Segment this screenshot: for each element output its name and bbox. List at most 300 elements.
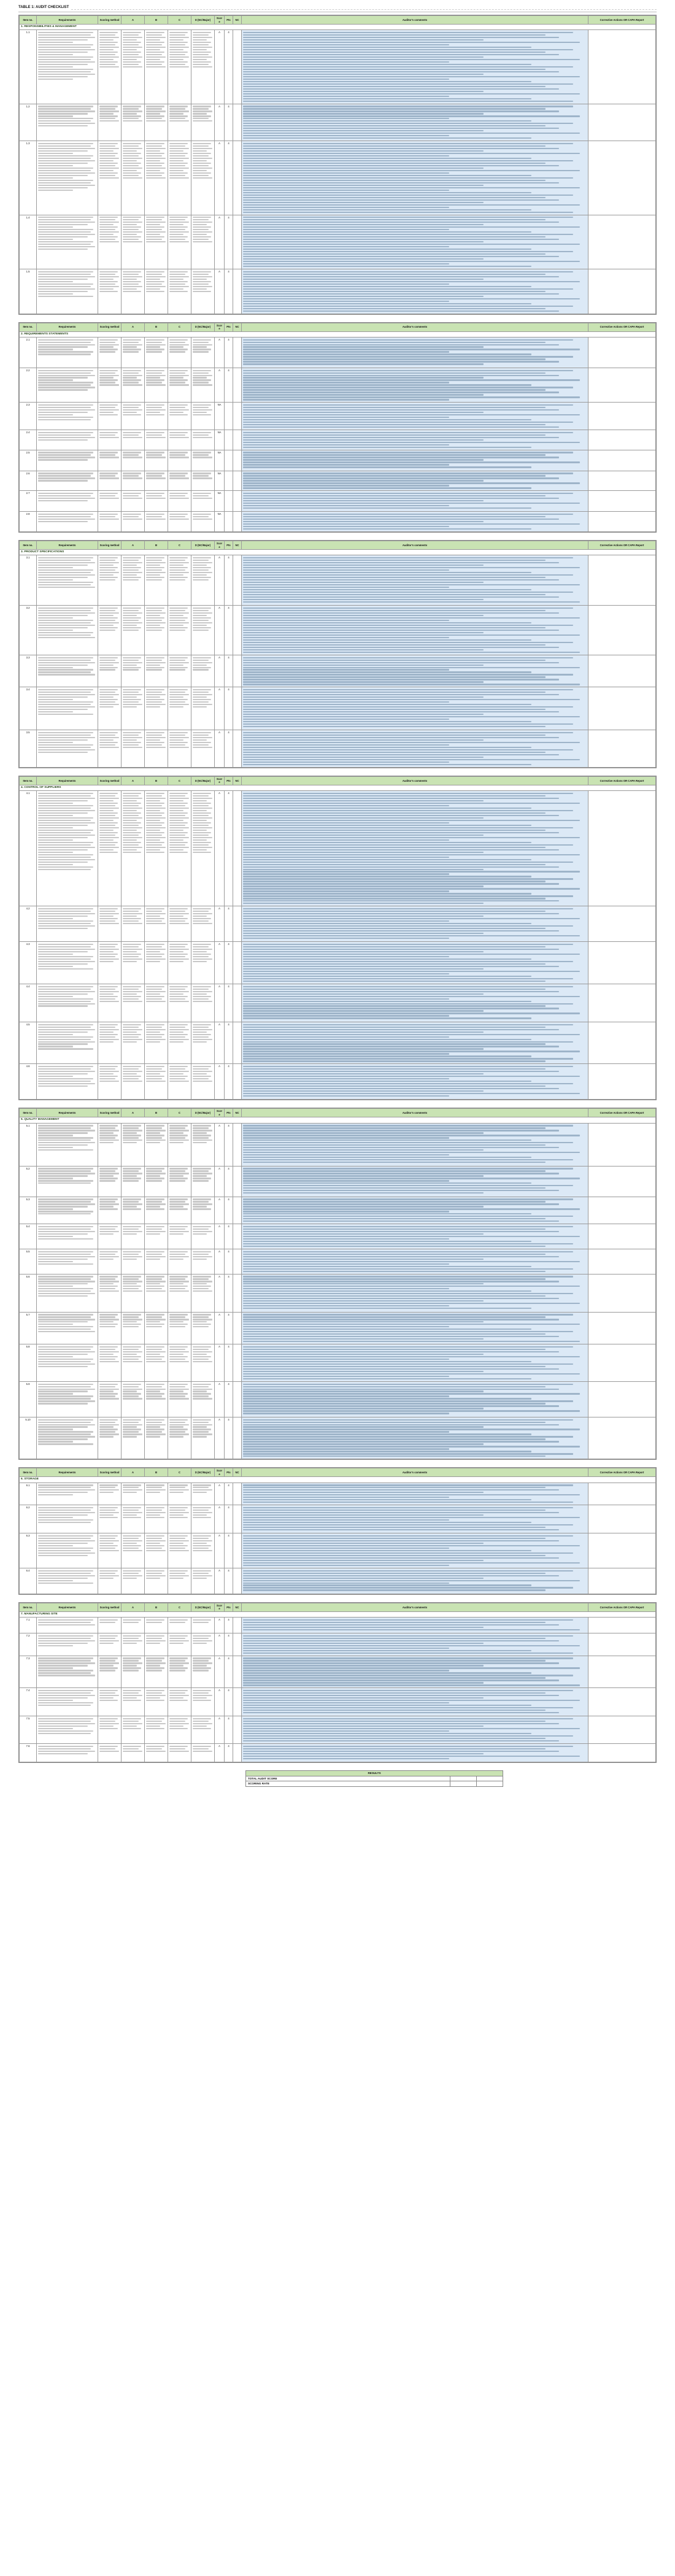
column-header-req: Requirements — [37, 776, 98, 785]
criteria-cell-c — [168, 1505, 191, 1533]
criteria-cell-a — [122, 1123, 145, 1166]
checklist-section-5 — [18, 1108, 657, 1460]
text-placeholder-lines — [99, 1718, 120, 1729]
row-act-empty — [588, 30, 656, 104]
text-placeholder-lines — [38, 1168, 96, 1184]
criteria-cell-a — [122, 1716, 145, 1744]
text-placeholder-lines — [193, 689, 213, 708]
criteria-cell-c — [168, 555, 191, 606]
text-placeholder-lines — [243, 1314, 587, 1342]
row-ref: 2.6 — [20, 471, 37, 491]
column-header-how: Scoring method — [98, 1109, 122, 1117]
requirement-cell — [37, 1716, 98, 1744]
criteria-cell-b — [145, 1533, 168, 1568]
criteria-cell-a — [122, 942, 145, 984]
text-placeholder-lines — [169, 1024, 190, 1043]
requirement-cell — [37, 1618, 98, 1633]
text-placeholder-lines — [123, 1066, 143, 1082]
criteria-cell-c — [168, 1064, 191, 1100]
row-ref: 7.1 — [20, 1618, 37, 1633]
criteria-cell-a — [122, 269, 145, 314]
section-title: 6. STORAGE — [20, 1477, 656, 1483]
criteria-cell-how — [98, 1417, 122, 1459]
row-act-empty — [588, 655, 656, 687]
text-placeholder-lines — [243, 1125, 587, 1163]
criteria-cell-how — [98, 1688, 122, 1716]
row-ref: 5.4 — [20, 1224, 37, 1249]
criteria-cell-d — [191, 1483, 215, 1505]
auditor-comment-cell — [242, 1716, 588, 1744]
criteria-cell-d — [191, 1249, 215, 1274]
criteria-cell-b — [145, 1064, 168, 1100]
text-placeholder-lines — [169, 1570, 190, 1579]
row-act-empty — [588, 1417, 656, 1459]
criteria-cell-b — [145, 1123, 168, 1166]
auditor-comment-cell — [242, 1022, 588, 1064]
criteria-cell-b — [145, 450, 168, 471]
text-placeholder-lines — [169, 657, 190, 671]
checklist-row — [20, 984, 656, 1022]
criteria-cell-c — [168, 1249, 191, 1274]
row-nc-empty — [233, 269, 242, 314]
criteria-cell-how — [98, 791, 122, 906]
text-placeholder-lines — [123, 944, 143, 962]
text-placeholder-lines — [146, 732, 166, 748]
row-score: A — [215, 1381, 225, 1417]
text-placeholder-lines — [193, 1314, 213, 1327]
text-placeholder-lines — [123, 732, 143, 748]
row-score: A — [215, 1743, 225, 1762]
requirement-cell — [37, 1656, 98, 1688]
text-placeholder-lines — [38, 908, 96, 929]
checklist-section-1 — [18, 15, 657, 315]
text-placeholder-lines — [243, 32, 587, 102]
row-nc-empty — [233, 1123, 242, 1166]
row-act-empty — [588, 1312, 656, 1344]
criteria-cell-d — [191, 942, 215, 984]
column-header-c: C — [168, 541, 191, 550]
row-act-empty — [588, 491, 656, 512]
row-score: NA — [215, 450, 225, 471]
auditor-comment-cell — [242, 1224, 588, 1249]
requirement-cell — [37, 1417, 98, 1459]
text-placeholder-lines — [169, 1746, 190, 1752]
criteria-cell-how — [98, 606, 122, 655]
text-placeholder-lines — [193, 472, 213, 479]
row-act-empty — [588, 1568, 656, 1594]
text-placeholder-lines — [38, 1251, 96, 1265]
text-placeholder-lines — [193, 143, 213, 179]
text-placeholder-lines — [243, 1251, 587, 1272]
row-nc-empty — [233, 215, 242, 269]
auditor-comment-cell — [242, 687, 588, 730]
checklist-row — [20, 1344, 656, 1382]
requirement-cell — [37, 491, 98, 512]
criteria-cell-d — [191, 30, 215, 104]
checklist-row — [20, 368, 656, 403]
text-placeholder-lines — [123, 472, 143, 479]
row-pts — [225, 430, 233, 450]
checklist-row — [20, 1505, 656, 1533]
criteria-cell-c — [168, 1533, 191, 1568]
text-placeholder-lines — [123, 1226, 143, 1235]
text-placeholder-lines — [38, 1690, 96, 1706]
checklist-row — [20, 1633, 656, 1656]
text-placeholder-lines — [243, 1690, 587, 1713]
row-ref: 4.5 — [20, 1022, 37, 1064]
criteria-cell-b — [145, 491, 168, 512]
criteria-cell-b — [145, 1381, 168, 1417]
text-placeholder-lines — [169, 432, 190, 438]
text-placeholder-lines — [193, 657, 213, 671]
criteria-cell-b — [145, 215, 168, 269]
column-header-req: Requirements — [37, 541, 98, 550]
checklist-row — [20, 1533, 656, 1568]
criteria-cell-d — [191, 1022, 215, 1064]
text-placeholder-lines — [146, 32, 166, 67]
text-placeholder-lines — [193, 514, 213, 520]
criteria-cell-c — [168, 491, 191, 512]
row-pts: 4 — [225, 1064, 233, 1100]
column-header-score: Score — [215, 323, 225, 331]
text-placeholder-lines — [146, 1346, 166, 1362]
criteria-cell-c — [168, 1197, 191, 1224]
text-placeholder-lines — [99, 1384, 120, 1400]
criteria-cell-c — [168, 1123, 191, 1166]
criteria-cell-a — [122, 141, 145, 215]
text-placeholder-lines — [169, 607, 190, 631]
checklist-sections — [18, 15, 657, 1763]
text-placeholder-lines — [169, 472, 190, 479]
text-placeholder-lines — [123, 1419, 143, 1438]
row-nc-empty — [233, 1483, 242, 1505]
checklist-row — [20, 1417, 656, 1459]
criteria-cell-a — [122, 791, 145, 906]
criteria-cell-c — [168, 1688, 191, 1716]
criteria-cell-how — [98, 30, 122, 104]
text-placeholder-lines — [169, 1276, 190, 1292]
criteria-cell-b — [145, 942, 168, 984]
row-pts: 4 — [225, 1568, 233, 1594]
criteria-cell-b — [145, 403, 168, 430]
row-act-empty — [588, 1533, 656, 1568]
row-act-empty — [588, 984, 656, 1022]
column-header-b: B — [145, 1109, 168, 1117]
text-placeholder-lines — [243, 793, 587, 904]
text-placeholder-lines — [193, 1066, 213, 1082]
text-placeholder-lines — [193, 986, 213, 1002]
auditor-comment-cell — [242, 1249, 588, 1274]
text-placeholder-lines — [169, 689, 190, 708]
row-act-empty — [588, 512, 656, 532]
text-placeholder-lines — [146, 908, 166, 924]
row-pts: 4 — [225, 215, 233, 269]
text-placeholder-lines — [243, 271, 587, 312]
criteria-cell-c — [168, 984, 191, 1022]
text-placeholder-lines — [38, 944, 96, 970]
criteria-cell-d — [191, 491, 215, 512]
text-placeholder-lines — [146, 657, 166, 671]
row-score: A — [215, 791, 225, 906]
checklist-row — [20, 512, 656, 532]
text-placeholder-lines — [193, 1635, 213, 1644]
text-placeholder-lines — [38, 689, 96, 715]
auditor-comment-cell — [242, 1633, 588, 1656]
criteria-cell-a — [122, 430, 145, 450]
checklist-row — [20, 337, 656, 368]
text-placeholder-lines — [169, 514, 190, 520]
row-act-empty — [588, 1022, 656, 1064]
text-placeholder-lines — [123, 986, 143, 1002]
total-score-value — [450, 1776, 477, 1781]
criteria-cell-d — [191, 730, 215, 768]
column-header-b: B — [145, 16, 168, 25]
row-pts: 4 — [225, 368, 233, 403]
text-placeholder-lines — [193, 1276, 213, 1292]
criteria-cell-b — [145, 1274, 168, 1312]
requirement-cell — [37, 1483, 98, 1505]
column-header-score: Score — [215, 776, 225, 785]
text-placeholder-lines — [38, 217, 96, 250]
row-nc-empty — [233, 1022, 242, 1064]
section-title: 3. PRODUCT SPECIFICATIONS — [20, 550, 656, 555]
text-placeholder-lines — [243, 1419, 587, 1457]
text-placeholder-lines — [193, 1619, 213, 1623]
criteria-cell-b — [145, 1716, 168, 1744]
column-header-a: A — [122, 16, 145, 25]
text-placeholder-lines — [99, 106, 120, 121]
text-placeholder-lines — [38, 143, 96, 191]
text-placeholder-lines — [193, 1690, 213, 1701]
text-placeholder-lines — [123, 1384, 143, 1400]
text-placeholder-lines — [169, 452, 190, 458]
column-header-act: Corrective Actions OR CAPA Report — [588, 1468, 656, 1477]
column-header-req: Requirements — [37, 1468, 98, 1477]
checklist-row — [20, 430, 656, 450]
requirement-cell — [37, 368, 98, 403]
requirement-cell — [37, 450, 98, 471]
column-header-ref: Item no. — [20, 16, 37, 25]
text-placeholder-lines — [169, 1346, 190, 1362]
text-placeholder-lines — [243, 106, 587, 139]
column-header-cmt: Auditor's comments — [242, 1603, 588, 1611]
row-nc-empty — [233, 1381, 242, 1417]
section-title: 2. REQUIREMENTS STATEMENTS — [20, 331, 656, 337]
row-nc-empty — [233, 1716, 242, 1744]
criteria-cell-a — [122, 1064, 145, 1100]
row-pts: 4 — [225, 1381, 233, 1417]
text-placeholder-lines — [169, 1384, 190, 1400]
column-header-score: Score — [215, 1468, 225, 1477]
text-placeholder-lines — [38, 1419, 96, 1445]
row-nc-empty — [233, 1688, 242, 1716]
row-act-empty — [588, 1656, 656, 1688]
criteria-cell-c — [168, 1022, 191, 1064]
row-pts: 4 — [225, 1533, 233, 1568]
checklist-row — [20, 403, 656, 430]
column-header-b: B — [145, 541, 168, 550]
text-placeholder-lines — [169, 32, 190, 67]
criteria-cell-a — [122, 555, 145, 606]
criteria-cell-c — [168, 942, 191, 984]
criteria-cell-a — [122, 1688, 145, 1716]
row-act-empty — [588, 1224, 656, 1249]
text-placeholder-lines — [169, 1314, 190, 1327]
row-pts: 4 — [225, 1224, 233, 1249]
column-header-score: Score — [215, 541, 225, 550]
text-placeholder-lines — [169, 1484, 190, 1493]
row-nc-empty — [233, 30, 242, 104]
text-placeholder-lines — [193, 1251, 213, 1260]
column-header-ref: Item no. — [20, 1109, 37, 1117]
column-header-cmt: Auditor's comments — [242, 323, 588, 331]
text-placeholder-lines — [38, 339, 96, 355]
column-header-pts: Pts — [225, 776, 233, 785]
text-placeholder-lines — [243, 689, 587, 727]
checklist-row — [20, 1312, 656, 1344]
row-act-empty — [588, 450, 656, 471]
row-act-empty — [588, 1197, 656, 1224]
row-act-empty — [588, 1274, 656, 1312]
criteria-cell-d — [191, 215, 215, 269]
row-score: A — [215, 906, 225, 942]
text-placeholder-lines — [169, 1168, 190, 1181]
text-placeholder-lines — [243, 514, 587, 530]
checklist-row — [20, 1224, 656, 1249]
column-header-ref: Item no. — [20, 776, 37, 785]
text-placeholder-lines — [193, 732, 213, 748]
text-placeholder-lines — [99, 657, 120, 671]
criteria-cell-a — [122, 1483, 145, 1505]
criteria-cell-a — [122, 1656, 145, 1688]
row-score: A — [215, 1716, 225, 1744]
criteria-cell-d — [191, 687, 215, 730]
text-placeholder-lines — [193, 1535, 213, 1551]
criteria-cell-how — [98, 1312, 122, 1344]
row-score: A — [215, 269, 225, 314]
text-placeholder-lines — [146, 1024, 166, 1043]
text-placeholder-lines — [193, 1570, 213, 1579]
criteria-cell-c — [168, 791, 191, 906]
row-pts: 4 — [225, 730, 233, 768]
criteria-cell-a — [122, 1022, 145, 1064]
row-score: A — [215, 1533, 225, 1568]
criteria-cell-how — [98, 1022, 122, 1064]
auditor-comment-cell — [242, 1533, 588, 1568]
scoring-rate-label: SCORING RATE — [246, 1781, 450, 1787]
text-placeholder-lines — [146, 370, 166, 386]
row-ref: 4.6 — [20, 1064, 37, 1100]
text-placeholder-lines — [38, 607, 96, 638]
auditor-comment-cell — [242, 984, 588, 1022]
row-act-empty — [588, 269, 656, 314]
row-ref: 5.10 — [20, 1417, 37, 1459]
row-ref: 5.6 — [20, 1274, 37, 1312]
column-header-req: Requirements — [37, 1109, 98, 1117]
row-pts: 4 — [225, 555, 233, 606]
text-placeholder-lines — [38, 1125, 96, 1151]
row-nc-empty — [233, 1533, 242, 1568]
requirement-cell — [37, 906, 98, 942]
auditor-comment-cell — [242, 1197, 588, 1224]
criteria-cell-b — [145, 1618, 168, 1633]
criteria-cell-a — [122, 512, 145, 532]
column-header-ref: Item no. — [20, 541, 37, 550]
checklist-row — [20, 141, 656, 215]
column-header-c: C — [168, 1603, 191, 1611]
text-placeholder-lines — [38, 452, 96, 460]
text-placeholder-lines — [243, 657, 587, 685]
text-placeholder-lines — [123, 689, 143, 708]
row-score: A — [215, 1123, 225, 1166]
row-nc-empty — [233, 1249, 242, 1274]
checklist-row — [20, 1618, 656, 1633]
criteria-cell-a — [122, 1249, 145, 1274]
auditor-comment-cell — [242, 1274, 588, 1312]
text-placeholder-lines — [169, 1657, 190, 1671]
requirement-cell — [37, 1064, 98, 1100]
text-placeholder-lines — [123, 404, 143, 415]
requirement-cell — [37, 1022, 98, 1064]
criteria-cell-how — [98, 215, 122, 269]
column-header-how: Scoring method — [98, 1468, 122, 1477]
text-placeholder-lines — [123, 339, 143, 353]
row-nc-empty — [233, 141, 242, 215]
text-placeholder-lines — [123, 1535, 143, 1551]
row-ref: 1.3 — [20, 141, 37, 215]
scoring-rate-empty — [477, 1781, 503, 1787]
row-pts: 4 — [225, 1022, 233, 1064]
criteria-cell-a — [122, 1743, 145, 1762]
criteria-cell-b — [145, 337, 168, 368]
results-label: RESULTS — [246, 1770, 503, 1776]
text-placeholder-lines — [146, 944, 166, 962]
text-placeholder-lines — [193, 106, 213, 121]
row-pts: 4 — [225, 141, 233, 215]
auditor-comment-cell — [242, 491, 588, 512]
row-ref: 5.7 — [20, 1312, 37, 1344]
text-placeholder-lines — [38, 657, 96, 676]
criteria-cell-c — [168, 215, 191, 269]
row-score: A — [215, 1633, 225, 1656]
criteria-cell-b — [145, 141, 168, 215]
column-header-cmt: Auditor's comments — [242, 541, 588, 550]
requirement-cell — [37, 984, 98, 1022]
criteria-cell-how — [98, 1618, 122, 1633]
criteria-cell-how — [98, 906, 122, 942]
row-ref: 5.3 — [20, 1197, 37, 1224]
criteria-cell-d — [191, 1568, 215, 1594]
text-placeholder-lines — [99, 908, 120, 924]
row-pts: 4 — [225, 942, 233, 984]
text-placeholder-lines — [123, 1346, 143, 1362]
row-score: A — [215, 1688, 225, 1716]
text-placeholder-lines — [169, 908, 190, 924]
criteria-cell-d — [191, 555, 215, 606]
row-ref: 5.1 — [20, 1123, 37, 1166]
column-header-c: C — [168, 776, 191, 785]
column-header-pts: Pts — [225, 16, 233, 25]
text-placeholder-lines — [243, 908, 587, 939]
criteria-cell-c — [168, 1716, 191, 1744]
row-nc-empty — [233, 555, 242, 606]
text-placeholder-lines — [146, 143, 166, 179]
requirement-cell — [37, 269, 98, 314]
row-nc-empty — [233, 791, 242, 906]
requirement-cell — [37, 403, 98, 430]
text-placeholder-lines — [193, 1507, 213, 1518]
row-ref: 7.2 — [20, 1633, 37, 1656]
